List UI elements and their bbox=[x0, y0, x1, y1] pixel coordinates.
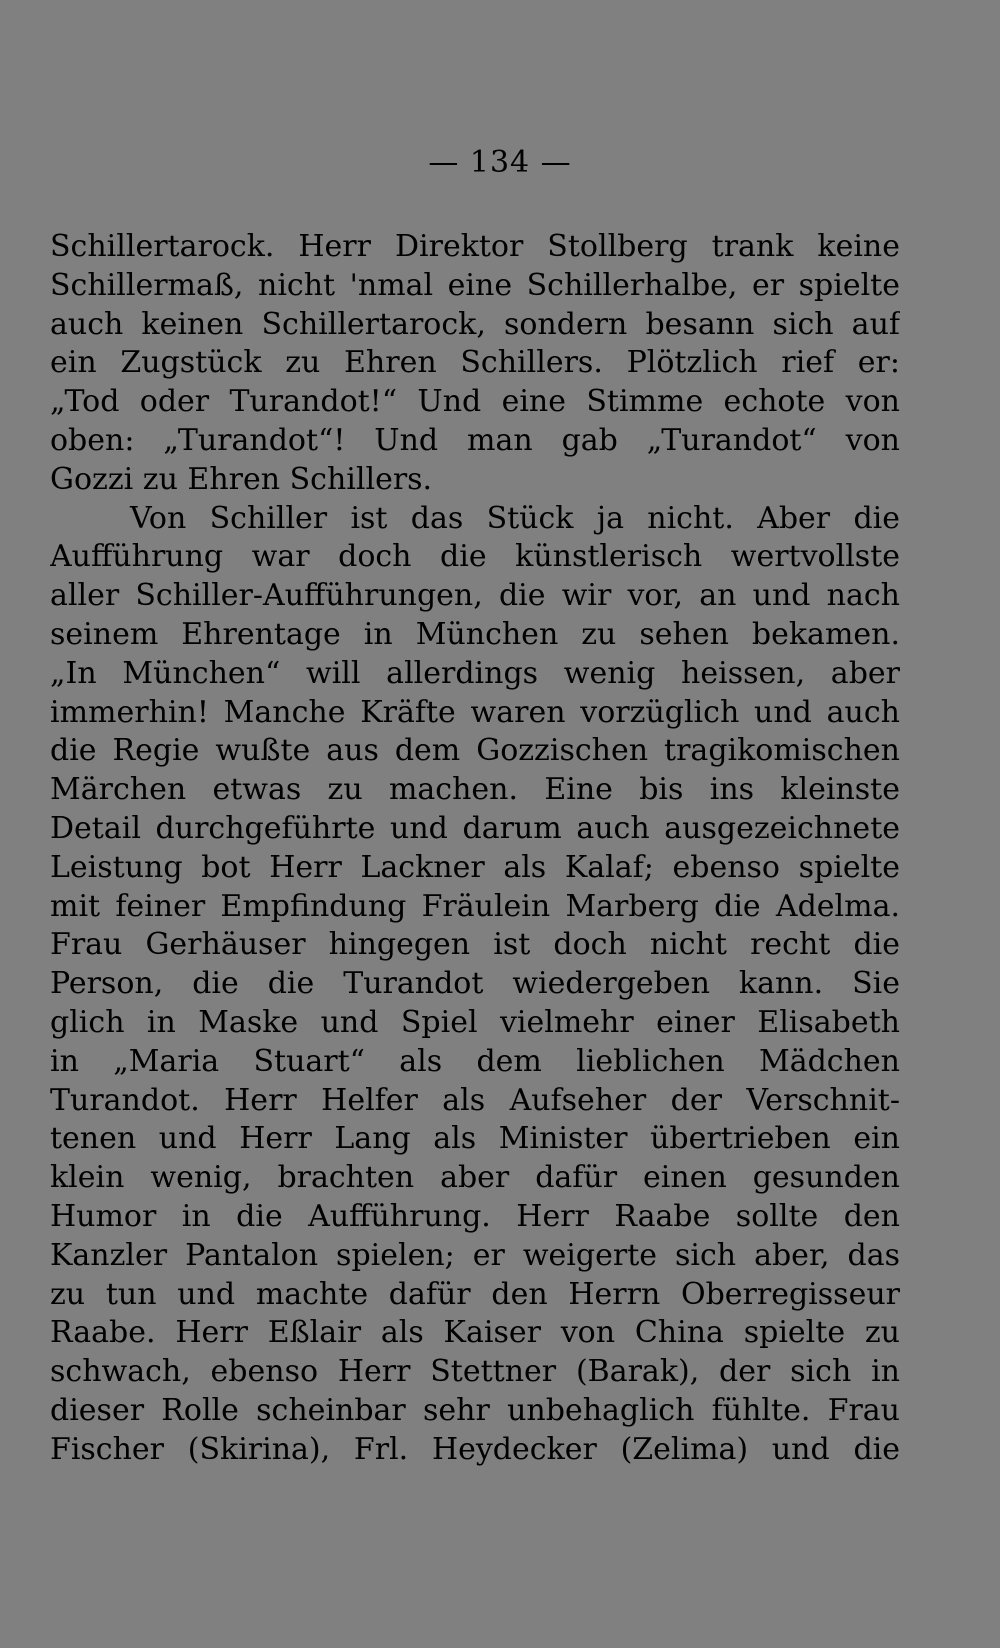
text-line: auch keinen Schillertarock, sondern besann sich auf bbox=[50, 306, 900, 342]
text-line: Fischer (Skirina), Frl. Heydecker (Zelima) und die bbox=[50, 1431, 900, 1467]
text-line: dieser Rolle scheinbar sehr unbehaglich fühlte. Frau bbox=[50, 1392, 900, 1428]
text-line: Raabe. Herr Eßlair als Kaiser von China spielte zu bbox=[50, 1315, 900, 1351]
text-line: Gozzi zu Ehren Schillers. bbox=[50, 461, 433, 497]
text-line: glich in Maske und Spiel vielmehr einer Elisabeth bbox=[50, 1004, 900, 1040]
text-line: Kanzler Pantalon spielen; er weigerte sich aber, das bbox=[50, 1237, 900, 1273]
text-line: Von Schiller ist das Stück ja nicht. Aber die bbox=[130, 500, 900, 536]
text-line: schwach, ebenso Herr Stettner (Barak), der sich in bbox=[50, 1354, 900, 1390]
text-line: „Tod oder Turandot!“ Und eine Stimme echote von bbox=[50, 384, 900, 420]
text-line: Aufführung war doch die künstlerisch wertvollste bbox=[50, 539, 900, 575]
text-line: ein Zugstück zu Ehren Schillers. Plötzlich rief er: bbox=[50, 345, 900, 381]
text-line: Turandot. Herr Helfer als Aufseher der Verschnit- bbox=[50, 1082, 900, 1118]
text-line: zu tun und machte dafür den Herrn Oberregisseur bbox=[50, 1276, 900, 1312]
body-text bbox=[50, 228, 900, 1470]
text-line: Schillermaß, nicht 'nmal eine Schillerhalbe, er spielte bbox=[50, 267, 900, 303]
text-line: Schillertarock. Herr Direktor Stollberg trank keine bbox=[50, 229, 900, 264]
text-line: Person, die die Turandot wiedergeben kann. Sie bbox=[50, 966, 900, 1002]
text-line: aller Schiller-Aufführungen, die wir vor, an und nach bbox=[50, 578, 900, 614]
text-line: in „Maria Stuart“ als dem lieblichen Mädchen bbox=[50, 1043, 900, 1079]
text-line: Detail durchgeführte und darum auch ausgezeichnete bbox=[50, 810, 900, 846]
text-line: klein wenig, brachten aber dafür einen gesunden bbox=[50, 1160, 900, 1196]
text-line: Humor in die Aufführung. Herr Raabe sollte den bbox=[50, 1198, 900, 1234]
text-line: Märchen etwas zu machen. Eine bis ins kleinste bbox=[50, 772, 900, 808]
text-line: immerhin! Manche Kräfte waren vorzüglich und auch bbox=[50, 694, 900, 730]
text-line: Frau Gerhäuser hingegen ist doch nicht recht die bbox=[50, 927, 900, 963]
text-line: oben: „Turandot“! Und man gab „Turandot“ von bbox=[50, 422, 900, 458]
text-line: „In München“ will allerdings wenig heissen, aber bbox=[50, 655, 900, 691]
text-line: seinem Ehrentage in München zu sehen bekamen. bbox=[50, 616, 900, 652]
text-line: tenen und Herr Lang als Minister übertrieben ein bbox=[50, 1121, 900, 1157]
text-line: Leistung bot Herr Lackner als Kalaf; ebenso spielte bbox=[50, 849, 900, 885]
text-line: die Regie wußte aus dem Gozzischen tragikomischen bbox=[50, 733, 900, 769]
page-number: — 134 — bbox=[428, 145, 572, 180]
text-line: mit feiner Empfindung Fräulein Marberg die Adelma. bbox=[50, 888, 900, 924]
